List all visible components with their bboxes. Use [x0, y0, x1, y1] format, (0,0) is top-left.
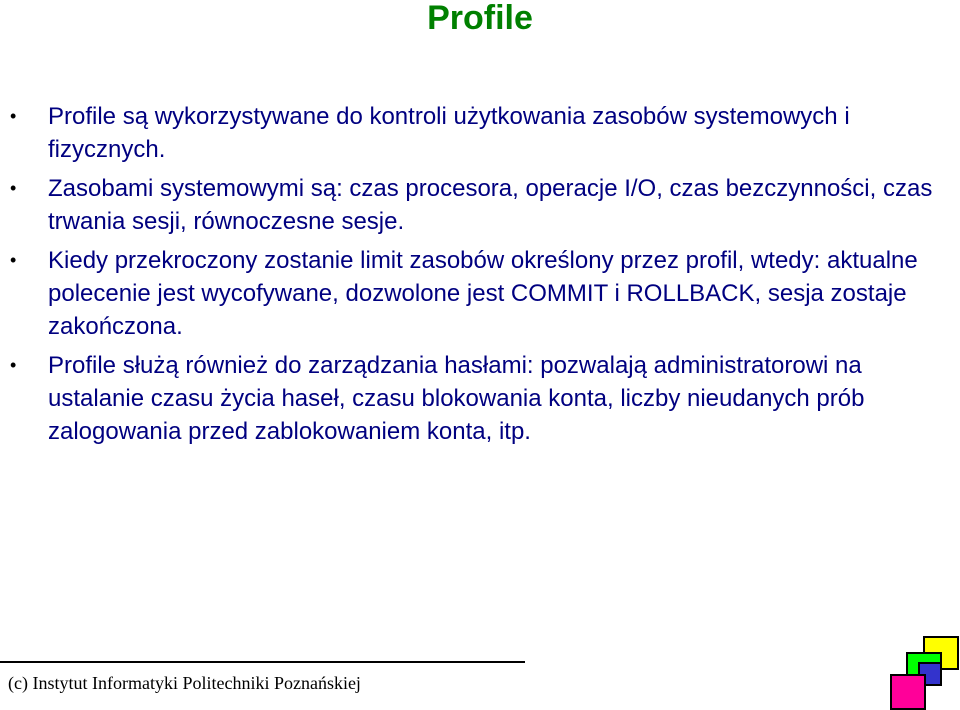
- bullet-list: [0, 100, 945, 454]
- bullet-dot-icon: •: [10, 355, 17, 375]
- bullet-dot-icon: •: [10, 250, 17, 270]
- bullet-text: Kiedy przekroczony zostanie limit zasobów określony przez profil, wtedy: aktualne polecenie jest wycofywane, dozwolone jest COMMIT i ROLLBACK, sesja zostaje zakończona.: [48, 247, 918, 340]
- bullet-dot-icon: •: [10, 178, 17, 198]
- bullet-item: [0, 172, 945, 238]
- bullet-item: [0, 244, 945, 343]
- bullet-dot-icon: •: [10, 106, 17, 126]
- slide-title: Profile: [427, 0, 533, 37]
- footer-divider: [0, 661, 525, 663]
- bullet-text: Profile służą również do zarządzania hasłami: pozwalają administratorowi na ustalanie czasu życia haseł, czasu blokowania konta, liczby nieudanych prób zalogowania przed zablokowaniem konta, itp.: [48, 352, 865, 445]
- bullet-text: Zasobami systemowymi są: czas procesora, operacje I/O, czas bezczynności, czas trwania sesji, równoczesne sesje.: [48, 175, 933, 235]
- logo-square-magenta: [890, 674, 926, 710]
- bullet-item: [0, 349, 945, 448]
- institute-logo-icon: [888, 636, 960, 710]
- footer-copyright: (c) Instytut Informatyki Politechniki Poznańskiej: [8, 673, 361, 693]
- bullet-item: [0, 100, 945, 166]
- bullet-text: Profile są wykorzystywane do kontroli użytkowania zasobów systemowych i fizycznych.: [48, 103, 850, 163]
